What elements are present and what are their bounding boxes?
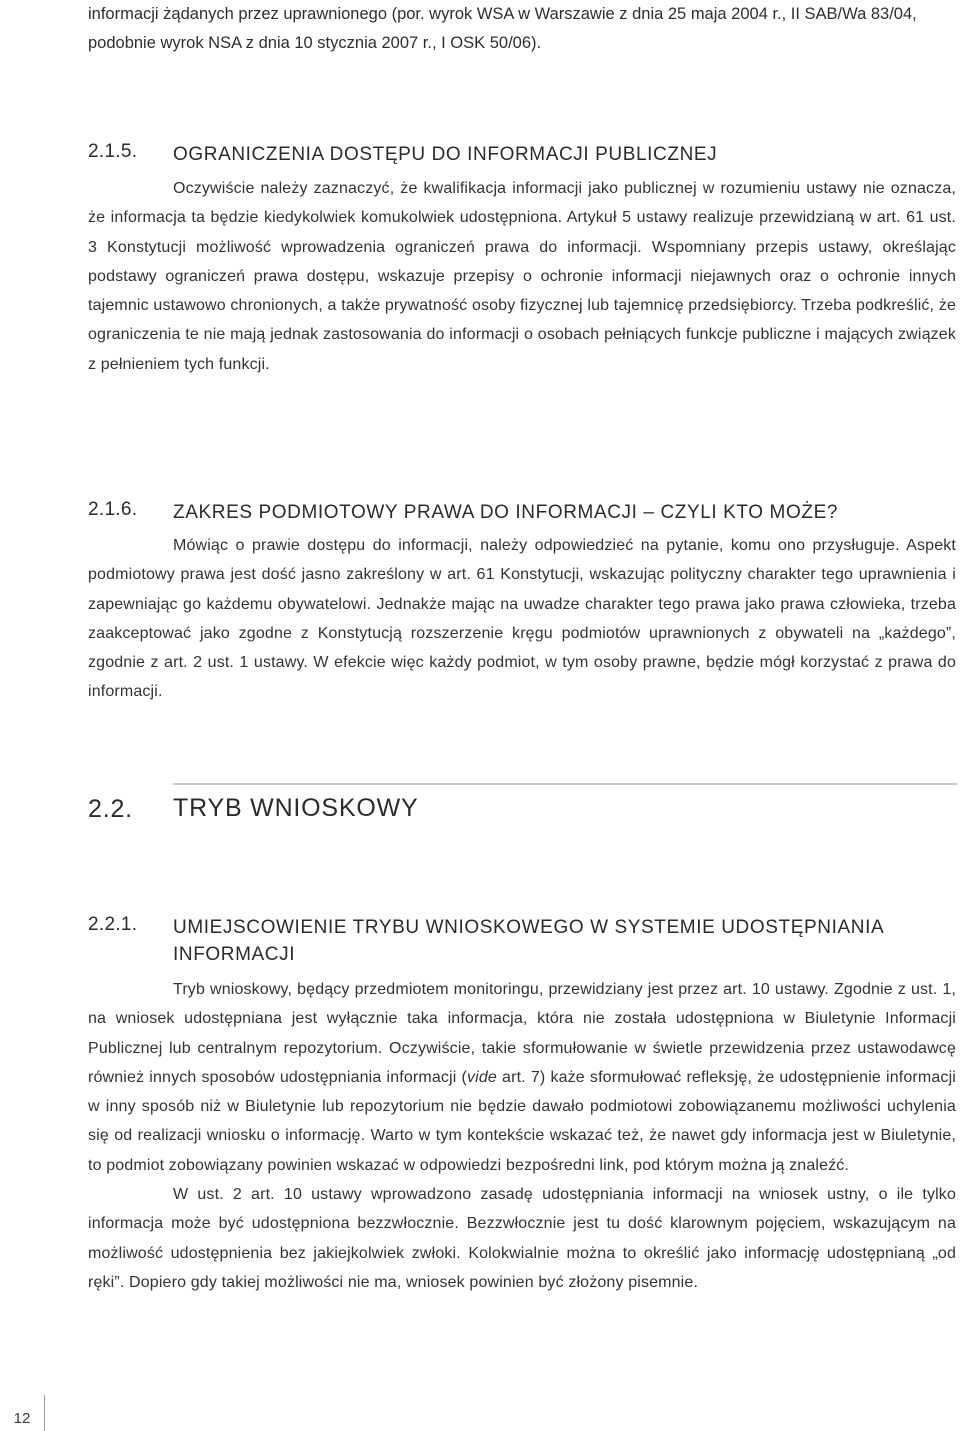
body-text: Tryb wnioskowy, będący przedmiotem monitoringu, przewidziany jest przez art. 10 ustawy. Zgodnie z ust. 1, na wniosek udostępniana jest wyłącznie taka informacja, która nie została udostępniona w Biuletynie Informacji Publicznej lub centralnym repozytorium. Oczywiście, takie sformułowanie w świetle przewidzenia przez ustawodawcę również innych sposobów udostępniania informacji ( <box>88 981 956 1086</box>
body-paragraph: Oczywiście należy zaznaczyć, że kwalifikacja informacji jako publicznej w rozumieniu ustawy nie oznacza, że informacja ta będzie kiedykolwiek komukolwiek udostępniona. Artykuł 5 ustawy realizuje przewidzianą w art. 61 ust. 3 Konstytucji możliwość wprowadzenia ograniczeń prawa do informacji. Wspomniany przepis ustawy, określając podstawy ograniczeń prawa dostępu, wskazuje przepisy o ochronie informacji niejawnych oraz o ochronie innych tajemnic ustawowo chronionych, a także prywatność osoby fizycznej lub tajemnicę przedsiębiorcy. Trzeba podkreślić, że ograniczenia te nie mają jednak zastosowania do informacji o osobach pełniących funkcje publiczne i mających związek z pełnieniem tych funkcji. <box>88 180 956 373</box>
section-body <box>88 174 956 379</box>
page-number: 12 <box>13 1410 31 1427</box>
section-heading <box>173 914 884 968</box>
chapter-heading: TRYB WNIOSKOWY <box>173 794 419 822</box>
section-number: 2.2.1. <box>88 914 138 935</box>
intro-paragraph: informacji żądanych przez uprawnionego (por. wyrok WSA w Warszawie z dnia 25 maja 2004 r., II SAB/Wa 83/04, podobnie wyrok NSA z dnia 10 stycznia 2007 r., I OSK 50/06). <box>88 5 917 52</box>
section-body <box>88 975 956 1297</box>
section-number: 2.1.6. <box>88 499 138 520</box>
section-body <box>88 531 956 707</box>
section-heading: ZAKRES PODMIOTOWY PRAWA DO INFORMACJI – CZYLI KTO MOŻE? <box>173 502 839 523</box>
section-heading: OGRANICZENIA DOSTĘPU DO INFORMACJI PUBLICZNEJ <box>173 144 718 165</box>
section-number: 2.1.5. <box>88 141 138 162</box>
body-paragraph <box>88 975 956 1180</box>
section-heading-line: UMIEJSCOWIENIE TRYBU WNIOSKOWEGO W SYSTEMIE UDOSTĘPNIANIA <box>173 917 885 938</box>
chapter-number: 2.2. <box>88 795 133 823</box>
body-text: art. 7) każe sformułować refleksję, że udostępnienie informacji w inny sposób niż w Biuletynie lub repozytorium nie będzie dawało podmiotowi zobowiązanemu możliwości uchylenia się od realizacji wniosku o informację. Warto w tym kontekście wskazać też, że nawet gdy informacja jest w Biuletynie, to podmiot zobowiązany powinien wskazać w odpowiedzi bezpośredni link, pod którym można ją znaleźć. <box>88 1068 956 1174</box>
body-paragraph: W ust. 2 art. 10 ustawy wprowadzono zasadę udostępniania informacji na wniosek ustny, o ile tylko informacja może być udostępniona bezzwłocznie. Bezzwłocznie jest tu dość klarownym pojęciem, wskazującym na możliwość udostępnienia bez jakiejkolwiek zwłoki. Kolokwialnie można to określić jako informację udostępnianą „od ręki”. Dopiero gdy takiej możliwości nie ma, wniosek powinien być złożony pisemnie. <box>88 1186 956 1291</box>
body-paragraph: Mówiąc o prawie dostępu do informacji, należy odpowiedzieć na pytanie, komu ono przysługuje. Aspekt podmiotowy prawa jest dość jasno zakreślony w art. 61 Konstytucji, wskazując polityczny charakter tego uprawnienia i zapewniając go każdemu obywatelowi. Jednakże mając na uwadze charakter tego prawa jako prawa człowieka, trzeba zaakceptować jako zgodne z Konstytucją rozszerzenie kręgu podmiotów uprawnionych z obywateli na „każdego”, zgodnie z art. 2 ust. 1 ustawy. W efekcie więc każdy podmiot, w tym osoby prawne, będzie mógł korzystać z prawa do informacji. <box>88 537 956 701</box>
page-edge-line <box>44 1395 45 1431</box>
section-divider <box>173 783 957 785</box>
italic-term: vide <box>467 1068 497 1086</box>
section-heading-line: INFORMACJI <box>173 944 296 965</box>
